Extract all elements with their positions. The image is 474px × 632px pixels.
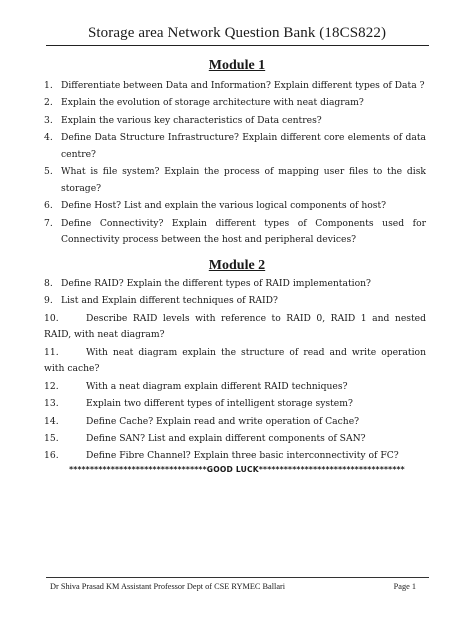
question-item	[44, 414, 426, 431]
question-item	[44, 198, 426, 215]
module-2-question-list	[44, 276, 426, 466]
question-text: Define Connectivity? Explain different types of Components used for Connectivity process between the host and peripheral devices?	[61, 217, 426, 246]
document-title: Storage area Network Question Bank (18CS822)	[87, 25, 387, 41]
question-text: Describe RAID levels with reference to RAID 0, RAID 1 and nested RAID, with neat diagram?	[44, 312, 426, 341]
title-underline	[46, 45, 429, 46]
question-number: 4.	[44, 132, 53, 144]
question-item	[44, 130, 426, 163]
question-number: 10.	[44, 312, 59, 324]
question-item	[44, 293, 426, 310]
question-item	[44, 276, 426, 293]
footer-author: Dr Shiva Prasad KM Assistant Professor Dept of CSE RYMEC Ballari	[50, 582, 286, 591]
question-number: 12.	[44, 380, 59, 392]
question-text: Differentiate between Data and Information? Explain different types of Data ?	[61, 80, 425, 91]
question-item	[44, 431, 426, 448]
question-item	[44, 78, 426, 95]
question-text: Define Data Structure Infrastructure? Explain different core elements of data centre?	[61, 132, 426, 160]
question-number: 3.	[44, 114, 53, 126]
module-1-question-list	[44, 78, 426, 250]
question-item	[44, 396, 426, 413]
module-2-heading: Module 2	[208, 258, 266, 273]
question-number: 14.	[44, 415, 59, 427]
question-text: Define Host? List and explain the various logical components of host?	[61, 200, 387, 212]
question-text: Explain two different types of intelligent storage system?	[86, 398, 353, 410]
question-number: 16.	[44, 450, 59, 462]
question-number: 5.	[44, 166, 53, 178]
question-number: 6.	[44, 200, 53, 212]
module-1-heading: Module 1	[208, 58, 266, 73]
question-text: With neat diagram explain the structure of read and write operation with cache?	[44, 346, 426, 375]
page-number: Page 1	[393, 582, 416, 591]
question-item	[44, 379, 426, 396]
question-number: 13.	[44, 398, 59, 410]
question-text: Define SAN? List and explain different components of SAN?	[86, 432, 366, 444]
question-item	[44, 448, 426, 465]
question-text: Explain the evolution of storage architecture with neat diagram?	[61, 97, 364, 109]
footer-divider	[46, 577, 429, 578]
question-text: Define Fibre Channel? Explain three basic interconnectivity of FC?	[86, 450, 399, 462]
question-text: Define RAID? Explain the different types of RAID implementation?	[61, 278, 371, 289]
question-number: 8.	[44, 278, 53, 289]
question-text: With a neat diagram explain different RAID techniques?	[86, 380, 348, 392]
question-item	[44, 113, 426, 130]
question-text: What is file system? Explain the process of mapping user files to the disk storage?	[61, 166, 426, 194]
question-number: 11.	[44, 346, 59, 358]
question-item	[44, 345, 426, 378]
question-number: 7.	[44, 217, 53, 229]
question-item	[44, 311, 426, 344]
question-number: 1.	[44, 80, 53, 91]
question-text: Define Cache? Explain read and write operation of Cache?	[86, 415, 360, 427]
question-item	[44, 216, 426, 249]
question-number: 9.	[44, 295, 53, 307]
question-text: List and Explain different techniques of RAID?	[61, 295, 278, 307]
good-luck-banner: *********************************GOOD LUCK***********************************	[69, 465, 405, 474]
question-text: Explain the various key characteristics of Data centres?	[61, 114, 322, 126]
question-number: 15.	[44, 432, 59, 444]
question-number: 2.	[44, 97, 53, 109]
question-item	[44, 164, 426, 197]
question-item	[44, 95, 426, 112]
